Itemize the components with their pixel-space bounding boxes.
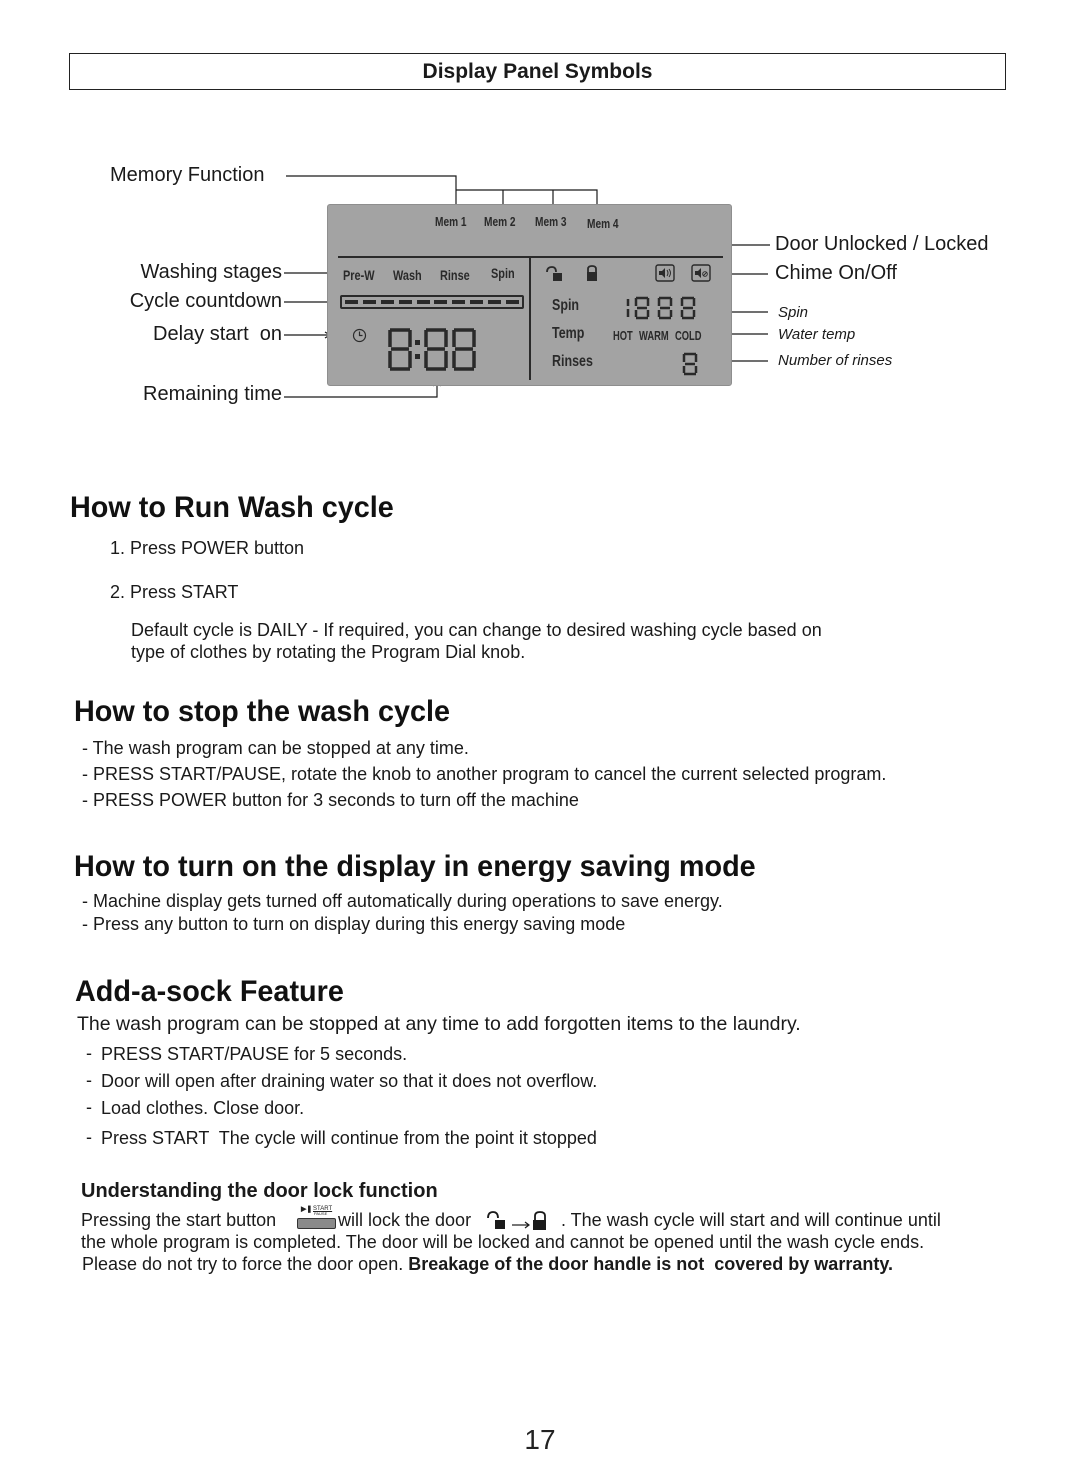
door-unlocked-icon [488,1212,498,1218]
lcd-divider-vertical [529,258,531,380]
door-lock-transition-icon [487,1210,559,1232]
run-step-2: 2. Press START [110,582,239,602]
sock-bullet: - [86,1127,92,1147]
stop-item-2: - PRESS START/PAUSE, rotate the knob to another program to cancel the current selected program. [82,764,887,784]
callout-remaining-time: Remaining time [143,383,282,405]
stop-item-1: - The wash program can be stopped at any time. [82,738,469,758]
lcd-mem-3: Mem 3 [535,214,567,229]
stop-item-3: - PRESS POWER button for 3 seconds to turn off the machine [82,790,579,810]
sock-bullet: - [86,1043,92,1063]
lcd-mem-2: Mem 2 [484,214,516,229]
sock-intro: The wash program can be stopped at any time to add forgotten items to the laundry. [77,1013,801,1035]
warranty-warning: Breakage of the door handle is not covered by warranty. [408,1254,894,1274]
section-title-stop: How to stop the wash cycle [74,695,451,728]
lcd-spin-label: Spin [552,297,580,314]
callout-memory-function: Memory Function [110,164,265,186]
lcd-temp-cold: COLD [675,328,702,343]
run-step-1: 1. Press POWER button [110,538,305,558]
chime-on-icon [655,264,675,282]
chime-off-icon [691,264,711,282]
lcd-temp-hot: HOT [613,328,633,343]
lcd-stage-spin: Spin [491,265,515,281]
sock-item-4: Press START The cycle will continue from the point it stopped [101,1128,597,1148]
play-pause-icon: ▶❚ [301,1206,313,1213]
sock-bullet: - [86,1070,92,1090]
callout-washing-stages: Washing stages [140,261,282,283]
lcd-stage-rinse: Rinse [440,267,470,283]
doorlock-line1-c: . The wash cycle will start and will continue until [561,1210,941,1230]
sock-item-2: Door will open after draining water so that it does not overflow. [101,1071,598,1091]
doorlock-line3: Please do not try to force the door open. Breakage of the door handle is not covered by warranty. [82,1254,894,1274]
door-unlocked-icon [546,266,566,282]
doorlock-line1-b: will lock the door [338,1210,472,1230]
lcd-rinses-digit [682,352,698,376]
section-title-doorlock: Understanding the door lock function [81,1180,438,1202]
lcd-spin-digits [626,296,702,320]
door-locked-icon [585,265,599,282]
page-number: 17 [524,1424,556,1455]
doorlock-line1-a: Pressing the start button [81,1210,277,1230]
energy-item-2: - Press any button to turn on display during this energy saving mode [82,914,626,934]
callout-rinses: Number of rinses [778,352,893,369]
lcd-temp-label: Temp [552,325,585,342]
sock-item-1: PRESS START/PAUSE for 5 seconds. [101,1044,408,1064]
run-note-line-1: Default cycle is DAILY - If required, you can change to desired washing cycle based on [131,620,822,640]
clock-icon [352,328,367,343]
section-title-sock: Add-a-sock Feature [75,975,344,1008]
lcd-temp-warm: WARM [639,328,669,343]
callout-chime: Chime On/Off [775,262,897,284]
callout-spin: Spin [778,304,809,321]
lcd-remaining-time-digits [388,328,478,372]
lcd-stage-prewash: Pre-W [343,267,375,283]
sock-bullet: - [86,1097,92,1117]
lcd-stage-wash: Wash [393,267,422,283]
run-note-line-2: type of clothes by rotating the Program Dial knob. [131,642,526,662]
callout-water-temp: Water temp [778,326,856,343]
lcd-mem-1: Mem 1 [435,214,467,229]
sock-item-3: Load clothes. Close door. [101,1098,305,1118]
lcd-rinses-label: Rinses [552,353,593,370]
callout-delay-start: Delay start on [153,323,282,345]
page-title: Display Panel Symbols [69,53,1006,90]
lcd-cycle-countdown-bar [340,295,524,309]
start-pause-button-icon: ▶❚ START PAUSE [297,1206,337,1230]
callout-door-lock: Door Unlocked / Locked [775,233,989,255]
lcd-mem-4: Mem 4 [587,216,619,231]
doorlock-line2: the whole program is completed. The door will be locked and cannot be opened until the wash cycle ends. [81,1232,925,1252]
callout-cycle-countdown: Cycle countdown [129,290,282,312]
section-title-energy: How to turn on the display in energy saving mode [74,850,756,883]
section-title-run: How to Run Wash cycle [70,491,394,524]
energy-item-1: - Machine display gets turned off automatically during operations to save energy. [82,891,723,911]
door-locked-icon [535,1212,545,1220]
